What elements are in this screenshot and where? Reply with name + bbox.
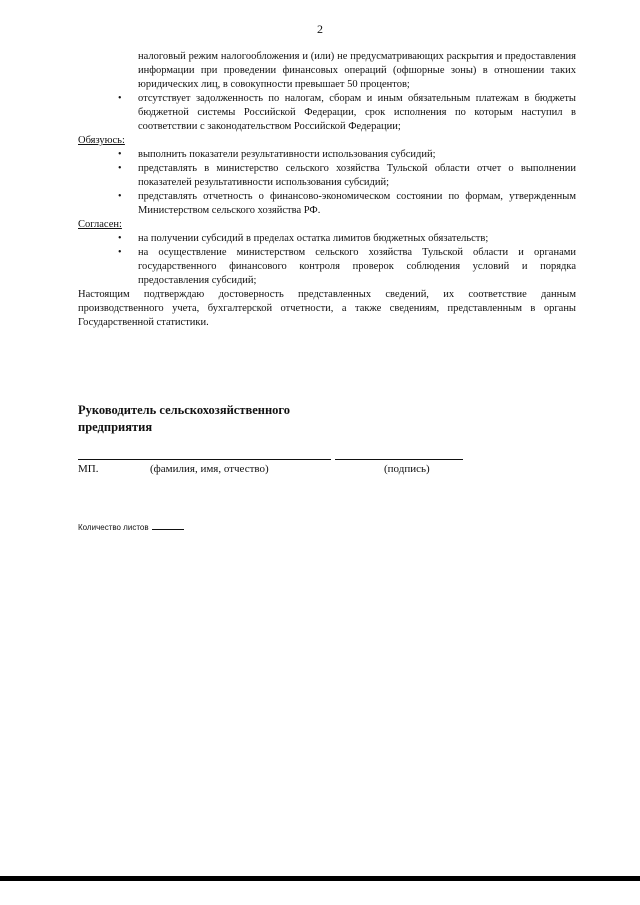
list-item <box>78 190 576 218</box>
agreement-list <box>78 232 576 288</box>
signature-line <box>335 459 463 460</box>
signature-title-line-1: Руководитель сельскохозяйственного <box>78 403 291 417</box>
page-number: 2 <box>317 22 323 36</box>
signature-label: (подпись) <box>384 463 430 475</box>
sheets-count-label: Количество листов <box>78 523 149 532</box>
agreement-title: Согласен: <box>78 219 122 230</box>
signature-title-line-2: предприятия <box>78 420 153 434</box>
list-item-text: представлять в министерство сельского хозяйства Тульской области отчет о выполнении показателей результативности использования субсидий; <box>138 163 576 188</box>
obligations-list <box>78 148 576 218</box>
list-item-text: выполнить показатели результативности использования субсидий; <box>138 149 436 160</box>
bullet-icon: • <box>118 233 122 244</box>
first-bullet-list <box>78 92 576 134</box>
bullet-icon: • <box>118 149 122 160</box>
obligations-title: Обязуюсь: <box>78 135 125 146</box>
list-item-text: на осуществление министерством сельского хозяйства Тульской области и органами государственного финансового контроля проверок соблюдения условий и порядка предоставления субсидий; <box>138 247 576 286</box>
bullet-icon: • <box>118 163 122 174</box>
bottom-border <box>0 876 640 881</box>
list-item-text: представлять отчетность о финансово-экономическом состоянии по формам, утвержденным Министерством сельского хозяйства РФ. <box>138 191 576 216</box>
list-item <box>78 246 576 288</box>
document-body <box>78 50 576 330</box>
confirmation-paragraph: Настоящим подтверждаю достоверность представленных сведений, их соответствие данным производственного учета, бухгалтерской отчетности, а также сведениям, представленным в органы Государственной статистики. <box>78 289 576 328</box>
bullet-icon: • <box>118 93 122 104</box>
stamp-label: МП. <box>78 463 99 475</box>
list-item <box>78 148 576 162</box>
bullet-icon: • <box>118 247 122 258</box>
sheets-count-blank <box>152 521 184 530</box>
list-item <box>78 162 576 190</box>
list-item-text: на получении субсидий в пределах остатка лимитов бюджетных обязательств; <box>138 233 489 244</box>
list-item <box>78 92 576 134</box>
signature-title <box>78 402 378 436</box>
list-item-text: отсутствует задолженность по налогам, сборам и иным обязательным платежам в бюджеты бюджетной системы Российской Федерации, срок исполнения по которым наступил в соответствии с законодательством Российской Федерации; <box>138 93 576 132</box>
fio-label: (фамилия, имя, отчество) <box>150 463 269 475</box>
list-item <box>78 232 576 246</box>
intro-continuation: налоговый режим налогообложения и (или) не предусматривающих раскрытия и предоставления информации при проведении финансовых операций (офшорные зоны) в отношении таких юридических лиц, в совокупности превышает 50 процентов; <box>138 51 576 90</box>
bullet-icon: • <box>118 191 122 202</box>
sheets-count <box>78 521 184 532</box>
fio-line <box>78 459 331 460</box>
